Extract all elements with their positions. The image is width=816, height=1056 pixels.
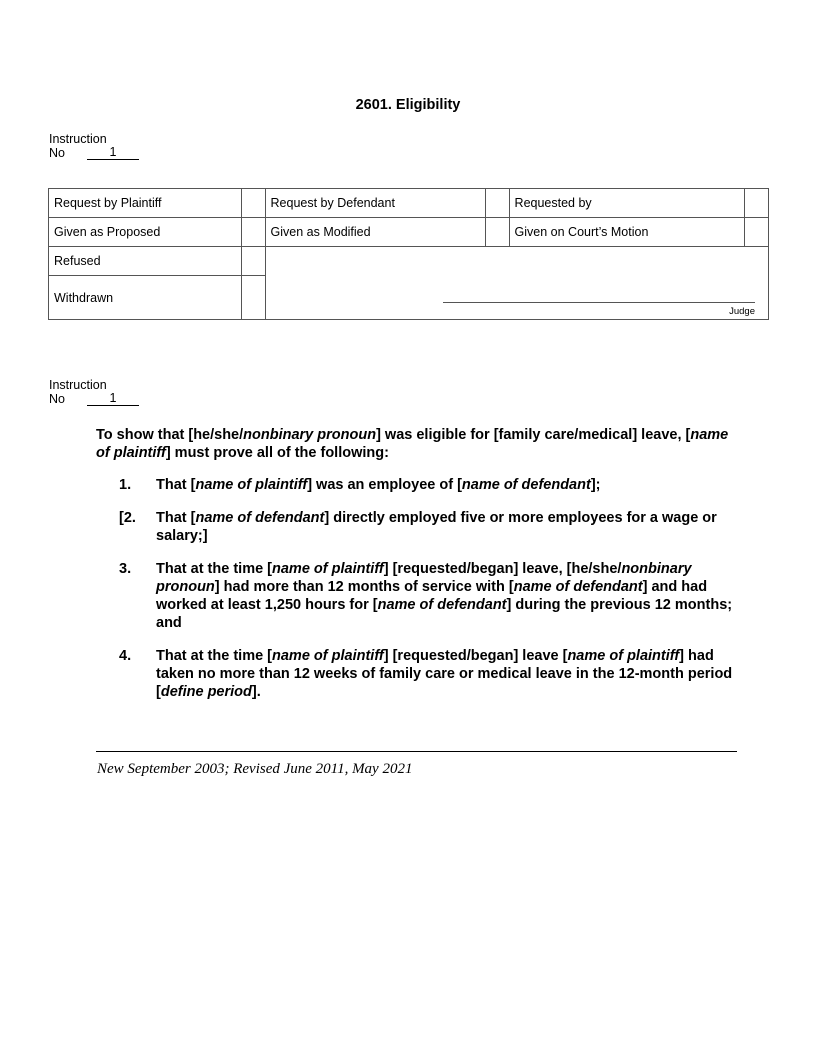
request-by-defendant-label: Request by Defendant [265,189,485,218]
judge-signature-line[interactable] [443,302,755,303]
item-number: 1. [119,477,132,493]
revision-history: New September 2003; Revised June 2011, May 2021 [97,761,413,777]
instruction-no-row [49,146,139,160]
elements-list [96,476,736,701]
item-text: That at the time [name of plaintiff] [requested/began] leave, [he/she/nonbinary pronoun] had more than 12 months of service with [name of defendant] and had worked at least 1,250 hours for [name of defendant] during the previous 12 months; and [156,561,733,631]
refused-label: Refused [49,247,242,276]
requested-by-label: Requested by [509,189,744,218]
given-as-modified-label: Given as Modified [265,218,485,247]
withdrawn-checkbox[interactable] [241,276,265,320]
list-item [96,560,736,632]
item-number: 4. [119,648,132,664]
request-disposition-table [48,188,769,320]
list-item [96,476,736,494]
list-item [96,647,736,701]
no-label: No [49,146,65,160]
requested-by-checkbox[interactable] [745,189,769,218]
item-number: 3. [119,561,132,577]
given-as-proposed-checkbox[interactable] [241,218,265,247]
request-by-defendant-checkbox[interactable] [485,189,509,218]
given-as-modified-checkbox[interactable] [485,218,509,247]
instruction-no-row [49,392,139,406]
item-number: [2. [119,510,136,526]
divider [96,751,737,752]
item-text: That [name of plaintiff] was an employee of [name of defendant]; [156,477,601,493]
instruction-title: 2601. Eligibility [355,97,461,113]
given-as-proposed-label: Given as Proposed [49,218,242,247]
list-item [96,509,736,545]
request-by-plaintiff-label: Request by Plaintiff [49,189,242,218]
instruction-number-field[interactable]: 1 [87,392,139,406]
refused-checkbox[interactable] [241,247,265,276]
item-text: That [name of defendant] directly employed five or more employees for a wage or salary;] [156,510,717,544]
judge-label: Judge [729,306,755,317]
intro-paragraph: To show that [he/she/nonbinary pronoun] was eligible for [family care/medical] leave, [name of plaintiff] must prove all of the following: [96,427,729,461]
given-on-courts-motion-label: Given on Court’s Motion [509,218,744,247]
withdrawn-label: Withdrawn [49,276,242,320]
instruction-body [96,426,736,716]
item-text: That at the time [name of plaintiff] [requested/began] leave [name of plaintiff] had taken no more than 12 weeks of family care or medical leave in the 12-month period [define period]. [156,648,733,700]
instruction-number-block-bottom [49,378,139,406]
instruction-label: Instruction [49,378,107,392]
instruction-number-field[interactable]: 1 [87,146,139,160]
instruction-label: Instruction [49,132,107,146]
judge-signature-area [265,247,768,320]
request-by-plaintiff-checkbox[interactable] [241,189,265,218]
no-label: No [49,392,65,406]
instruction-number-block-top [49,132,139,160]
given-on-courts-motion-checkbox[interactable] [745,218,769,247]
